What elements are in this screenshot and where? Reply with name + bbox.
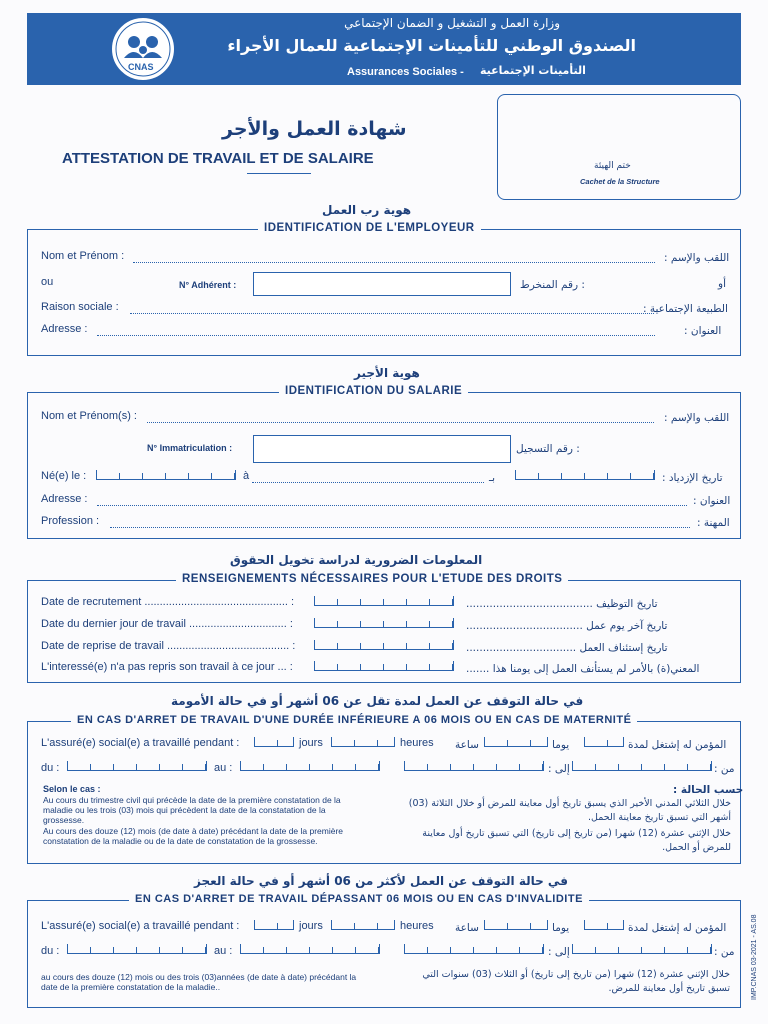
rights-row-label: Date de reprise de travail ........................................ : (41, 640, 296, 652)
more6-worked-label: L'assuré(e) social(e) a travaillé pendant : (41, 920, 240, 932)
less6-to-label: au : (214, 762, 233, 774)
more6-from-boxes[interactable] (67, 944, 207, 954)
cnas-logo (110, 16, 176, 82)
insurance-fr: Assurances Sociales - (347, 66, 464, 78)
more6-yawm: يوما (552, 922, 570, 934)
less6-days-boxes[interactable] (254, 737, 294, 747)
birth-date-label: Né(e) le : (41, 470, 87, 482)
less6-days-label: jours (299, 737, 323, 749)
adherent-label: N° Adhérent : (179, 280, 237, 290)
rights-title-ar: المعلومات الضرورية لدراسة تخويل الحقوق (230, 553, 483, 567)
more6-hours-label: heures (400, 920, 434, 932)
employee-address-label-ar: العنوان : (693, 495, 731, 507)
adherent-label-ar: : رقم المنخرط (520, 279, 585, 291)
more6-saa: ساعة (455, 922, 479, 934)
adherent-input[interactable] (253, 272, 511, 296)
rights-row-label-ar: تاريخ إستئناف العمل ................................. (466, 642, 668, 654)
more6-title-fr: EN CAS D'ARRET DE TRAVAIL DÉPASSANT 06 MOIS OU EN CAS D'INVALIDITE (129, 893, 589, 905)
form-reference: IMP.CNAS 03-2021 - AS.08 (751, 914, 758, 1000)
less6-title-ar: في حالة التوقف عن العمل لمدة تقل عن 06 أشهر أو في حالة الأمومة (171, 694, 584, 708)
rights-row-label: L'interessé(e) n'a pas repris son travail à ce jour ... : (41, 661, 293, 673)
less6-worked-label-ar: المؤمن له إشتغل لمدة (628, 739, 727, 751)
more6-hours-boxes[interactable] (331, 920, 395, 930)
raison-sociale-label: Raison sociale : (41, 301, 119, 313)
rights-row-label-ar: تاريخ التوظيف ...................................... (466, 598, 658, 610)
immatriculation-label: N° Immatriculation : (147, 443, 233, 453)
title-underline (247, 173, 311, 174)
less6-days-boxes-ar[interactable] (584, 737, 624, 747)
employee-address-label: Adresse : (41, 493, 88, 505)
more6-to-boxes-ar[interactable] (404, 944, 544, 954)
less6-from-boxes-ar[interactable] (572, 761, 712, 771)
less6-worked-label: L'assuré(e) social(e) a travaillé pendant : (41, 737, 240, 749)
profession-field[interactable] (110, 527, 690, 528)
employee-name-label-ar: اللقب والإسم : (664, 412, 730, 424)
birth-place-b: بـ (489, 472, 495, 484)
less6-title-fr: EN CAS D'ARRET DE TRAVAIL D'UNE DURÉE INFÉRIEURE A 06 MOIS OU EN CAS DE MATERNITÉ (71, 714, 637, 726)
less6-case1-ar: خلال الثلاثي المدني الأخير الذي يسبق تاريخ أول معاينة للمرض أو خلال الثلاثة (03) أشهر التي تسبق تاريخ معاينة الحمل. (408, 798, 731, 823)
employer-name-field[interactable] (133, 262, 655, 263)
less6-min: من : (714, 763, 735, 775)
more6-note-ar: خلال الإثني عشرة (12) شهرا (من تاريخ إلى تاريخ) أو الثلاث (03) سنوات التي تسبق تاريخ أول معاينة للمرض. (422, 969, 730, 994)
more6-min: من : (714, 946, 735, 958)
less6-from-boxes[interactable] (67, 761, 207, 771)
stamp-label-ar: ختم الهيئة (594, 161, 631, 171)
less6-selon-label: Selon le cas : (43, 784, 101, 794)
employer-title-ar: هوية رب العمل (322, 203, 412, 217)
more6-from-label: du : (41, 945, 60, 957)
more6-days-boxes[interactable] (254, 920, 294, 930)
less6-hours-boxes-ar[interactable] (484, 737, 548, 747)
employee-name-label: Nom et Prénom(s) : (41, 410, 137, 422)
raison-sociale-label-ar: الطبيعة الإجتماعية : (643, 303, 728, 315)
recruitment-date-boxes[interactable] (314, 596, 454, 606)
employer-name-label: Nom et Prénom : (41, 250, 125, 262)
not-returned-boxes[interactable] (314, 661, 454, 671)
title-fr: ATTESTATION DE TRAVAIL ET DE SALAIRE (62, 150, 374, 167)
title-ar: شهادة العمل والأجر (222, 118, 407, 140)
employer-ou-label-ar: أو (718, 278, 726, 290)
profession-label: Profession : (41, 515, 100, 527)
employee-title-ar: هوية الأجير (354, 366, 420, 380)
immatriculation-label-ar: : رقم التسجيل (516, 443, 580, 455)
more6-hours-boxes-ar[interactable] (484, 920, 548, 930)
birth-date-boxes[interactable] (96, 470, 236, 480)
fund-name: الصندوق الوطني للتأمينات الإجتماعية للعمال الأجراء (227, 36, 636, 55)
ministry-name: وزارة العمل و التشغيل و الضمان الإجتماعي (344, 16, 560, 30)
more6-ila: إلى : (548, 946, 570, 958)
logo-text: CNAS (128, 62, 154, 72)
rights-row-label: Date de recrutement ............................................... : (41, 596, 295, 608)
birth-date-label-ar: تاريخ الإزدياد : (662, 472, 723, 484)
rights-row-label-ar: المعني(ة) بالأمر لم يستأنف العمل إلى يومنا هذا ....... (466, 663, 700, 675)
employer-name-label-ar: اللقب والإسم : (664, 252, 730, 264)
less6-case2-ar: خلال الإثني عشرة (12) شهرا (من تاريخ إلى تاريخ) التي تسبق تاريخ أول معاينة للمرض أو الحمل. (422, 828, 731, 853)
less6-hours-boxes[interactable] (331, 737, 395, 747)
less6-selon-label-ar: حسب الحالة : (673, 784, 744, 796)
raison-sociale-field[interactable] (130, 313, 654, 314)
profession-label-ar: المهنة : (697, 517, 730, 529)
more6-from-boxes-ar[interactable] (572, 944, 712, 954)
stamp-label-fr: Cachet de la Structure (580, 177, 660, 186)
more6-title-ar: في حالة التوقف عن العمل لأكثر من 06 أشهر أو في حالة العجز (194, 874, 568, 888)
employee-title-fr: IDENTIFICATION DU SALARIE (279, 385, 468, 397)
birth-place-a: à (243, 470, 250, 482)
return-date-boxes[interactable] (314, 640, 454, 650)
employee-address-field[interactable] (97, 505, 687, 506)
more6-worked-label-ar: المؤمن له إشتغل لمدة (628, 922, 727, 934)
immatriculation-input[interactable] (253, 435, 511, 463)
employer-address-label: Adresse : (41, 323, 88, 335)
birth-date-boxes-ar[interactable] (515, 470, 655, 480)
rights-row-label-ar: تاريخ آخر يوم عمل ................................... (466, 620, 668, 632)
more6-note-fr: au cours des douze (12) mois ou des trois (03)années (de date à date) précédant la date de la première constatation de la maladie.. (41, 972, 357, 992)
less6-case2-fr: Au cours des douze (12) mois (de date à date) précédant la date de la première constatation de la maladie ou de la date de constatation de la grossesse. (43, 826, 344, 846)
last-workday-boxes[interactable] (314, 618, 454, 628)
less6-from-label: du : (41, 762, 60, 774)
employer-title-fr: IDENTIFICATION DE L'EMPLOYEUR (258, 222, 481, 234)
more6-days-boxes-ar[interactable] (584, 920, 624, 930)
rights-title-fr: RENSEIGNEMENTS NÉCESSAIRES POUR L'ETUDE DES DROITS (176, 573, 568, 585)
less6-to-boxes-ar[interactable] (404, 761, 544, 771)
employer-ou-label: ou (41, 276, 54, 288)
insurance-ar: التأمينات الإجتماعية (480, 64, 586, 77)
employer-address-label-ar: العنوان : (684, 325, 722, 337)
birth-place-field[interactable] (252, 482, 484, 483)
more6-to-boxes[interactable] (240, 944, 380, 954)
less6-ila: إلى : (548, 763, 570, 775)
less6-case1-fr: Au cours du trimestre civil qui précède la date de la première constatation de la maladie ou les trois (03) mois qui précèdent la date de la constatation de la grossesse. (43, 795, 341, 825)
more6-days-label: jours (299, 920, 323, 932)
employer-address-field[interactable] (97, 335, 655, 336)
less6-to-boxes[interactable] (240, 761, 380, 771)
less6-yawm: يوما (552, 739, 570, 751)
less6-saa: ساعة (455, 739, 479, 751)
more6-to-label: au : (214, 945, 233, 957)
rights-row-label: Date du dernier jour de travail ................................ : (41, 618, 293, 630)
stamp-box[interactable] (497, 94, 741, 200)
less6-hours-label: heures (400, 737, 434, 749)
employee-name-field[interactable] (147, 422, 654, 423)
